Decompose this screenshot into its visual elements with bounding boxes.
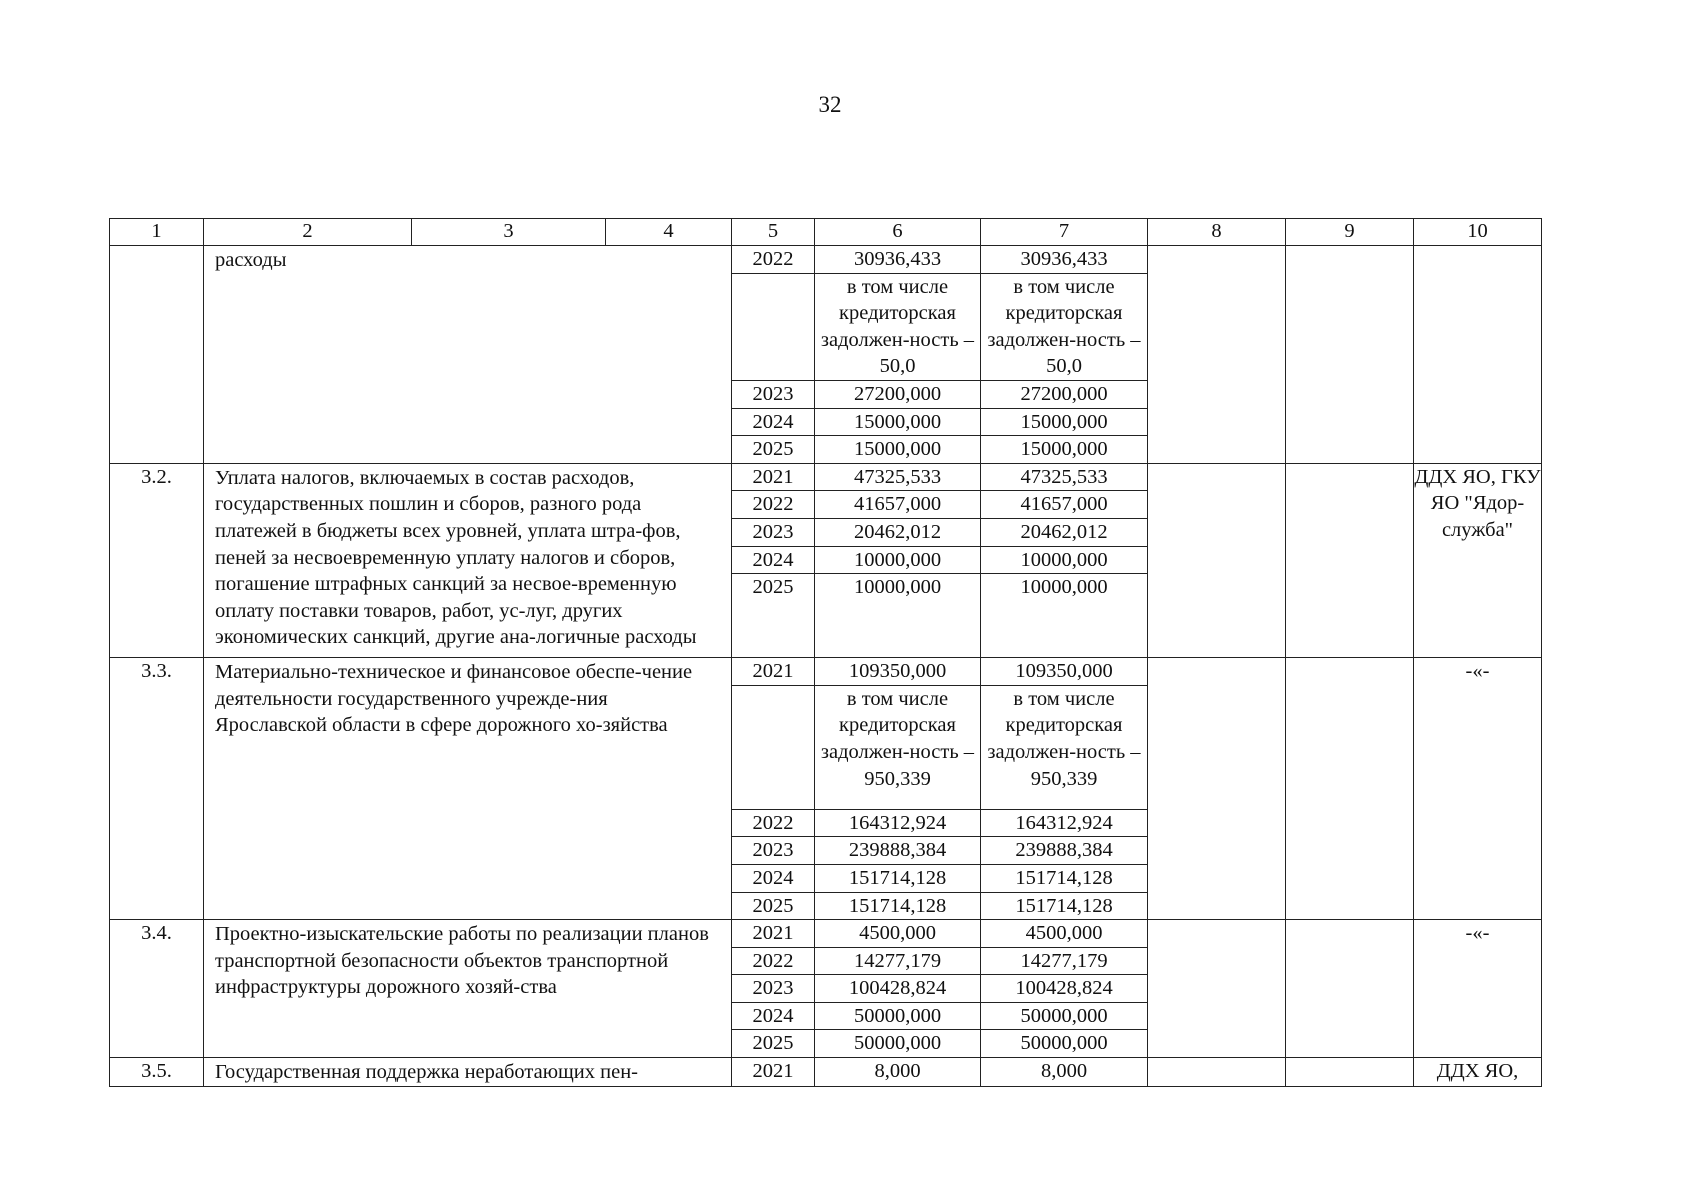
amount-col7: 20462,012	[981, 518, 1148, 546]
year-cell: 2021	[732, 658, 815, 686]
amount-col7: 4500,000	[981, 920, 1148, 948]
empty-col9	[1286, 1058, 1414, 1087]
amount-col6: 10000,000	[815, 546, 981, 574]
year-cell: 2023	[732, 837, 815, 865]
amount-col6: 10000,000	[815, 574, 981, 658]
year-cell: 2022	[732, 246, 815, 274]
year-cell: 2024	[732, 864, 815, 892]
amount-col7: 151714,128	[981, 892, 1148, 920]
year-cell: 2022	[732, 809, 815, 837]
header-cell: 4	[606, 219, 732, 246]
item-number: 3.3.	[110, 658, 204, 920]
amount-col6: 151714,128	[815, 864, 981, 892]
amount-col7: 50000,000	[981, 1002, 1148, 1030]
item-description: Государственная поддержка неработающих пен-	[204, 1058, 732, 1087]
amount-col7: в том числе кредиторская задолжен-ность – 950,339	[981, 685, 1148, 809]
item-description: Проектно-изыскательские работы по реализации планов транспортной безопасности объектов транспортной инфраструктуры дорожного хозяй-ства	[204, 920, 732, 1058]
amount-col7: 164312,924	[981, 809, 1148, 837]
header-cell: 2	[204, 219, 412, 246]
empty-col8	[1148, 246, 1286, 464]
amount-col6: 41657,000	[815, 491, 981, 519]
amount-col7: 109350,000	[981, 658, 1148, 686]
amount-col6: 15000,000	[815, 408, 981, 436]
table-row	[110, 1058, 1542, 1087]
year-cell: 2021	[732, 920, 815, 948]
header-row	[110, 219, 1542, 246]
table-row	[110, 463, 1542, 491]
year-cell	[732, 685, 815, 809]
header-cell: 1	[110, 219, 204, 246]
amount-col6: 50000,000	[815, 1030, 981, 1058]
table-body	[110, 246, 1542, 1087]
amount-col6: 4500,000	[815, 920, 981, 948]
executor: -«-	[1414, 920, 1542, 1058]
year-cell: 2023	[732, 518, 815, 546]
year-cell: 2024	[732, 546, 815, 574]
year-cell: 2025	[732, 1030, 815, 1058]
year-cell: 2025	[732, 574, 815, 658]
amount-col7: 100428,824	[981, 975, 1148, 1003]
item-description: Уплата налогов, включаемых в состав расходов, государственных пошлин и сборов, разного рода платежей в бюджеты всех уровней, уплата штра-фов, пеней за несвоевременную уплату налогов и сборов, погашение штрафных санкций за несвое-временную оплату поставки товаров, работ, ус-луг, других экономических санкций, другие ана-логичные расходы	[204, 463, 732, 657]
amount-col6: 20462,012	[815, 518, 981, 546]
executor	[1414, 246, 1542, 464]
executor: ДДХ ЯО, ГКУ ЯО "Ядор-служба"	[1414, 463, 1542, 657]
year-cell: 2025	[732, 892, 815, 920]
empty-col9	[1286, 658, 1414, 920]
amount-col7: 15000,000	[981, 408, 1148, 436]
header-cell: 10	[1414, 219, 1542, 246]
header-cell: 9	[1286, 219, 1414, 246]
empty-col8	[1148, 920, 1286, 1058]
executor: ДДХ ЯО,	[1414, 1058, 1542, 1087]
amount-col7: в том числе кредиторская задолжен-ность – 50,0	[981, 273, 1148, 380]
amount-col6: 47325,533	[815, 463, 981, 491]
amount-col7: 8,000	[981, 1058, 1148, 1087]
year-cell: 2021	[732, 463, 815, 491]
amount-col6: в том числе кредиторская задолжен-ность – 950,339	[815, 685, 981, 809]
amount-col7: 239888,384	[981, 837, 1148, 865]
table-row	[110, 246, 1542, 274]
amount-col6: 239888,384	[815, 837, 981, 865]
year-cell: 2025	[732, 436, 815, 464]
year-cell: 2023	[732, 380, 815, 408]
budget-table	[109, 218, 1542, 1087]
table-row	[110, 658, 1542, 686]
item-number: 3.4.	[110, 920, 204, 1058]
amount-col6: 30936,433	[815, 246, 981, 274]
amount-col7: 151714,128	[981, 864, 1148, 892]
header-cell: 6	[815, 219, 981, 246]
amount-col7: 47325,533	[981, 463, 1148, 491]
item-number: 3.2.	[110, 463, 204, 657]
amount-col6: в том числе кредиторская задолжен-ность – 50,0	[815, 273, 981, 380]
amount-col7: 30936,433	[981, 246, 1148, 274]
year-cell	[732, 273, 815, 380]
empty-col8	[1148, 1058, 1286, 1087]
year-cell: 2023	[732, 975, 815, 1003]
header-cell: 8	[1148, 219, 1286, 246]
amount-col6: 109350,000	[815, 658, 981, 686]
amount-col7: 15000,000	[981, 436, 1148, 464]
amount-col7: 27200,000	[981, 380, 1148, 408]
year-cell: 2021	[732, 1058, 815, 1087]
year-cell: 2024	[732, 408, 815, 436]
item-description: расходы	[204, 246, 732, 464]
item-number: 3.5.	[110, 1058, 204, 1087]
amount-col6: 50000,000	[815, 1002, 981, 1030]
year-cell: 2024	[732, 1002, 815, 1030]
amount-col6: 100428,824	[815, 975, 981, 1003]
year-cell: 2022	[732, 491, 815, 519]
amount-col7: 14277,179	[981, 947, 1148, 975]
header-cell: 5	[732, 219, 815, 246]
empty-col8	[1148, 463, 1286, 657]
empty-col9	[1286, 920, 1414, 1058]
amount-col6: 151714,128	[815, 892, 981, 920]
empty-col9	[1286, 463, 1414, 657]
amount-col6: 15000,000	[815, 436, 981, 464]
amount-col7: 50000,000	[981, 1030, 1148, 1058]
amount-col7: 41657,000	[981, 491, 1148, 519]
amount-col7: 10000,000	[981, 574, 1148, 658]
item-description: Материально-техническое и финансовое обеспе-чение деятельности государственного учрежде-ния Ярославской области в сфере дорожного хо-зяйства	[204, 658, 732, 920]
item-number	[110, 246, 204, 464]
header-cell: 7	[981, 219, 1148, 246]
amount-col7: 10000,000	[981, 546, 1148, 574]
table-row	[110, 920, 1542, 948]
executor: -«-	[1414, 658, 1542, 920]
header-cell: 3	[412, 219, 606, 246]
empty-col9	[1286, 246, 1414, 464]
amount-col6: 8,000	[815, 1058, 981, 1087]
amount-col6: 27200,000	[815, 380, 981, 408]
page-number: 32	[818, 92, 842, 117]
empty-col8	[1148, 658, 1286, 920]
year-cell: 2022	[732, 947, 815, 975]
amount-col6: 14277,179	[815, 947, 981, 975]
amount-col6: 164312,924	[815, 809, 981, 837]
